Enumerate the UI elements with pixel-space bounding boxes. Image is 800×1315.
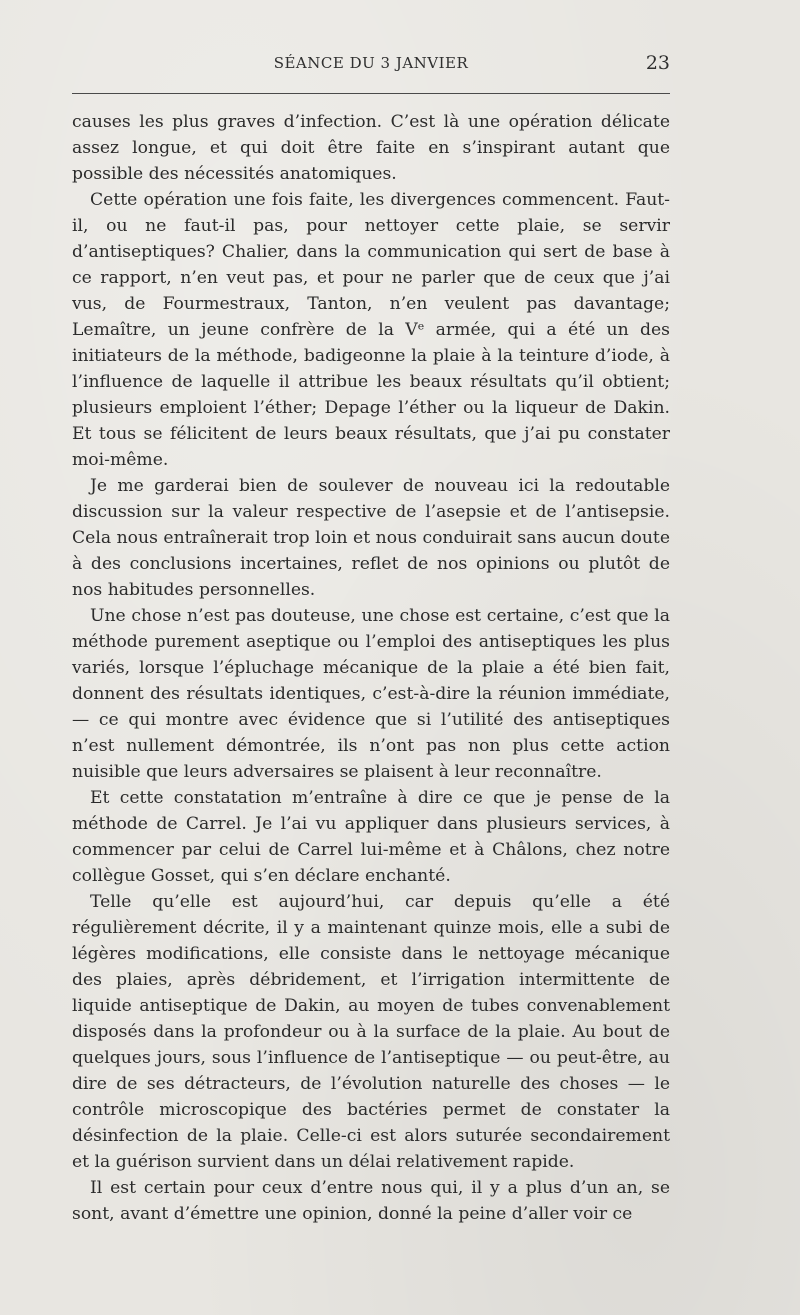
paragraph: Une chose n’est pas douteuse, une chose est certaine, c’est que la méthode purement aseptique ou l’emploi des antiseptiques les plus variés, lorsque l’épluchage mécanique de la plaie a été bien fait, donnent des résultats identiques, c’est-à-dire la réunion immédiate, — ce qui montre avec évidence que si l’utilité des antiseptiques n’est nullement démontrée, ils n’ont pas non plus cette action nuisible que leurs adversaires se plaisent à leur reconnaître. bbox=[72, 606, 670, 782]
page-header bbox=[72, 52, 670, 76]
header-rule bbox=[72, 93, 670, 94]
page-number: 23 bbox=[645, 52, 670, 74]
body-text bbox=[72, 109, 670, 1227]
paragraph: Et cette constatation m’entraîne à dire ce que je pense de la méthode de Carrel. Je l’ai vu appliquer dans plusieurs services, à commencer par celui de Carrel lui-même et à Châlons, chez notre collègue Gosset, qui s’en déclare enchanté. bbox=[72, 788, 670, 886]
running-title: SÉANCE DU 3 JANVIER bbox=[273, 54, 469, 72]
paragraph: causes les plus graves d’infection. C’est là une opération délicate assez longue, et qui doit être faite en s’inspirant autant que possible des nécessités anatomiques. bbox=[72, 112, 670, 184]
paragraph: Telle qu’elle est aujourd’hui, car depuis qu’elle a été régulièrement décrite, il y a maintenant quinze mois, elle a subi de légères modifications, elle consiste dans le nettoyage mécanique des plaies, après débridement, et l’irrigation intermittente de liquide antiseptique de Dakin, au moyen de tubes convenablement disposés dans la profondeur ou à la surface de la plaie. Au bout de quelques jours, sous l’influence de l’antiseptique — ou peut-être, au dire de ses détracteurs, de l’évolution naturelle des choses — le contrôle microscopique des bactéries permet de constater la désinfection de la plaie. Celle-ci est alors suturée secondairement et la guérison survient dans un délai relativement rapide. bbox=[72, 892, 670, 1172]
paragraph: Il est certain pour ceux d’entre nous qui, il y a plus d’un an, se sont, avant d’émettre une opinion, donné la peine d’aller voir ce bbox=[72, 1178, 670, 1224]
paragraph: Je me garderai bien de soulever de nouveau ici la redoutable discussion sur la valeur respective de l’asepsie et de l’antisepsie. Cela nous entraînerait trop loin et nous conduirait sans aucun doute à des conclusions incertaines, reflet de nos opinions ou plutôt de nos habitudes personnelles. bbox=[72, 476, 670, 600]
paragraph: Cette opération une fois faite, les divergences commencent. Faut-il, ou ne faut-il pas, pour nettoyer cette plaie, se servir d’antiseptiques? Chalier, dans la communication qui sert de base à ce rapport, n’en veut pas, et pour ne parler que de ceux que j’ai vus, de Fourmestraux, Tanton, n’en veulent pas davantage; Lemaître, un jeune confrère de la Vᵉ armée, qui a été un des initiateurs de la méthode, badigeonne la plaie à la teinture d’iode, à l’influence de laquelle il attribue les beaux résultats qu’il obtient; plusieurs emploient l’éther; Depage l’éther ou la liqueur de Dakin. Et tous se félicitent de leurs beaux résultats, que j’ai pu constater moi-même. bbox=[72, 190, 670, 470]
